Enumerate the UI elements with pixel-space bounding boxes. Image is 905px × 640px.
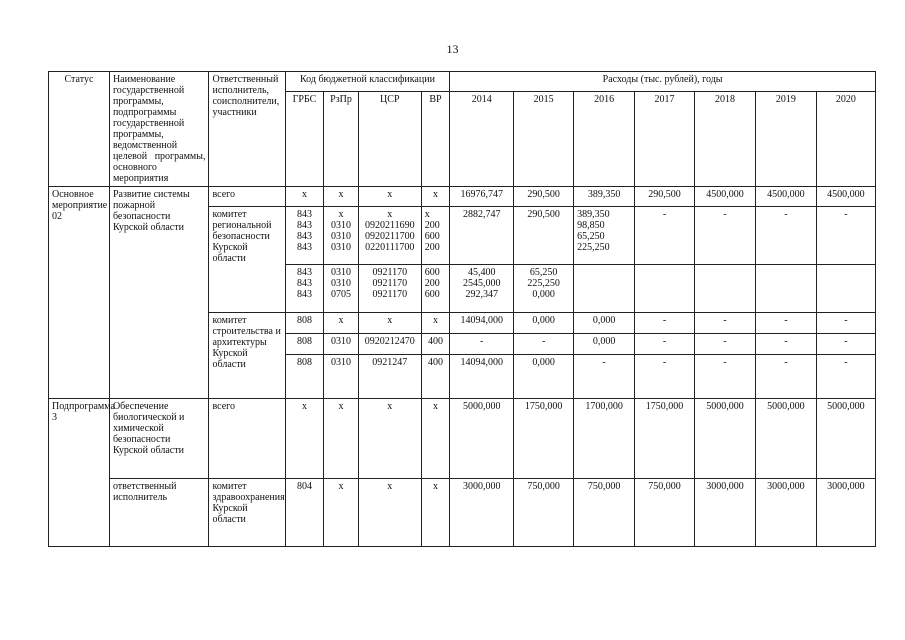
budget-table (48, 71, 876, 547)
responsible-cell: всего (209, 399, 285, 479)
value-2017: 1750,000 (635, 399, 695, 479)
csr-cell: 0921170 0921170 0921170 (358, 265, 421, 313)
header-year-2014: 2014 (450, 92, 514, 187)
header-code-grbs: ГРБС (285, 92, 324, 187)
value-2019: - (755, 355, 816, 399)
header-code-group: Код бюджетной классификации (285, 72, 450, 92)
rzpr-cell: 0310 (324, 355, 359, 399)
value-2015: 290,500 (514, 187, 574, 207)
value-2020: 3000,000 (816, 479, 875, 547)
value-2019: 4500,000 (755, 187, 816, 207)
vr-cell: x (421, 313, 449, 334)
header-code-rzpr: РзПр (324, 92, 359, 187)
value-2018 (694, 265, 755, 313)
header-name: Наименование государственной программы, подпрограммы государственной программы, ведомственной целевой программы, основного мероприятия (109, 72, 209, 187)
value-2017: 290,500 (635, 187, 695, 207)
rzpr-cell: x 0310 0310 0310 (324, 207, 359, 265)
responsible-cell: всего (209, 187, 285, 207)
header-code-vr: ВР (421, 92, 449, 187)
vr-cell: 400 (421, 334, 449, 355)
value-2014: 14094,000 (450, 355, 514, 399)
value-2014: 2882,747 (450, 207, 514, 265)
value-2018: - (694, 313, 755, 334)
value-2020: - (816, 355, 875, 399)
value-2016: 0,000 (574, 313, 635, 334)
value-2014: - (450, 334, 514, 355)
grbs-cell: 808 (285, 355, 324, 399)
header-year-2016: 2016 (574, 92, 635, 187)
value-2018: - (694, 334, 755, 355)
status-cell: Подпрограмма 3 (49, 399, 110, 547)
grbs-cell: 808 (285, 334, 324, 355)
value-2018: 3000,000 (694, 479, 755, 547)
value-2019: 3000,000 (755, 479, 816, 547)
name-cell: ответственный исполнитель (109, 479, 209, 547)
header-year-2020: 2020 (816, 92, 875, 187)
value-2014: 45,400 2545,000 292,347 (450, 265, 514, 313)
value-2018: - (694, 207, 755, 265)
value-2016: 1700,000 (574, 399, 635, 479)
header-code-csr: ЦСР (358, 92, 421, 187)
value-2015: - (514, 334, 574, 355)
value-2016: 389,350 98,850 65,250 225,250 (574, 207, 635, 265)
value-2016: 750,000 (574, 479, 635, 547)
grbs-cell: 843 843 843 843 (285, 207, 324, 265)
csr-cell: x (358, 479, 421, 547)
name-cell: Развитие системы пожарной безопасности Курской области (109, 187, 209, 399)
csr-cell: x (358, 399, 421, 479)
csr-cell: x (358, 313, 421, 334)
table-row (49, 187, 876, 207)
value-2016: 0,000 (574, 334, 635, 355)
value-2020: - (816, 313, 875, 334)
value-2015: 0,000 (514, 355, 574, 399)
page-number: 13 (446, 42, 459, 56)
value-2015: 0,000 (514, 313, 574, 334)
value-2019: - (755, 334, 816, 355)
csr-cell: 0920212470 (358, 334, 421, 355)
rzpr-cell: 0310 0310 0705 (324, 265, 359, 313)
name-cell: Обеспечение биологической и химической безопасности Курской области (109, 399, 209, 479)
value-2015: 65,250 225,250 0,000 (514, 265, 574, 313)
value-2015: 290,500 (514, 207, 574, 265)
header-year-2015: 2015 (514, 92, 574, 187)
rzpr-cell: x (324, 187, 359, 207)
responsible-cell: комитет региональной безопасности Курской области (209, 207, 285, 313)
vr-cell: x (421, 479, 449, 547)
vr-cell: x (421, 399, 449, 479)
value-2019 (755, 265, 816, 313)
vr-cell: 600 200 600 (421, 265, 449, 313)
value-2018: 5000,000 (694, 399, 755, 479)
grbs-cell: 808 (285, 313, 324, 334)
value-2017: 750,000 (635, 479, 695, 547)
value-2020 (816, 265, 875, 313)
responsible-cell: комитет строительства и архитектуры Курской области (209, 313, 285, 399)
rzpr-cell: x (324, 313, 359, 334)
vr-cell: x (421, 187, 449, 207)
value-2017: - (635, 313, 695, 334)
rzpr-cell: x (324, 399, 359, 479)
value-2019: 5000,000 (755, 399, 816, 479)
value-2014: 5000,000 (450, 399, 514, 479)
header-year-2017: 2017 (635, 92, 695, 187)
vr-cell: x 200 600 200 (421, 207, 449, 265)
value-2018: - (694, 355, 755, 399)
value-2014: 16976,747 (450, 187, 514, 207)
value-2020: - (816, 334, 875, 355)
csr-cell: x (358, 187, 421, 207)
value-2017 (635, 265, 695, 313)
header-row-1 (49, 72, 876, 92)
value-2016: 389,350 (574, 187, 635, 207)
vr-cell: 400 (421, 355, 449, 399)
header-year-2018: 2018 (694, 92, 755, 187)
value-2014: 3000,000 (450, 479, 514, 547)
rzpr-cell: 0310 (324, 334, 359, 355)
csr-cell: x 0920211690 0920211700 0220111700 (358, 207, 421, 265)
grbs-cell: x (285, 187, 324, 207)
rzpr-cell: x (324, 479, 359, 547)
value-2015: 1750,000 (514, 399, 574, 479)
value-2017: - (635, 334, 695, 355)
status-cell: Основное мероприятие 02 (49, 187, 110, 399)
value-2017: - (635, 355, 695, 399)
header-status: Статус (49, 72, 110, 187)
value-2019: - (755, 313, 816, 334)
value-2017: - (635, 207, 695, 265)
value-2020: - (816, 207, 875, 265)
value-2020: 4500,000 (816, 187, 875, 207)
value-2014: 14094,000 (450, 313, 514, 334)
value-2016 (574, 265, 635, 313)
header-responsible: Ответственный исполнитель, соисполнители, участники (209, 72, 285, 187)
value-2015: 750,000 (514, 479, 574, 547)
value-2018: 4500,000 (694, 187, 755, 207)
value-2016: - (574, 355, 635, 399)
header-year-2019: 2019 (755, 92, 816, 187)
table-row (49, 399, 876, 479)
grbs-cell: 843 843 843 (285, 265, 324, 313)
value-2020: 5000,000 (816, 399, 875, 479)
header-expense-group: Расходы (тыс. рублей), годы (450, 72, 876, 92)
grbs-cell: 804 (285, 479, 324, 547)
csr-cell: 0921247 (358, 355, 421, 399)
responsible-cell: комитет здравоохранения Курской области (209, 479, 285, 547)
table-row (49, 479, 876, 547)
value-2019: - (755, 207, 816, 265)
grbs-cell: x (285, 399, 324, 479)
